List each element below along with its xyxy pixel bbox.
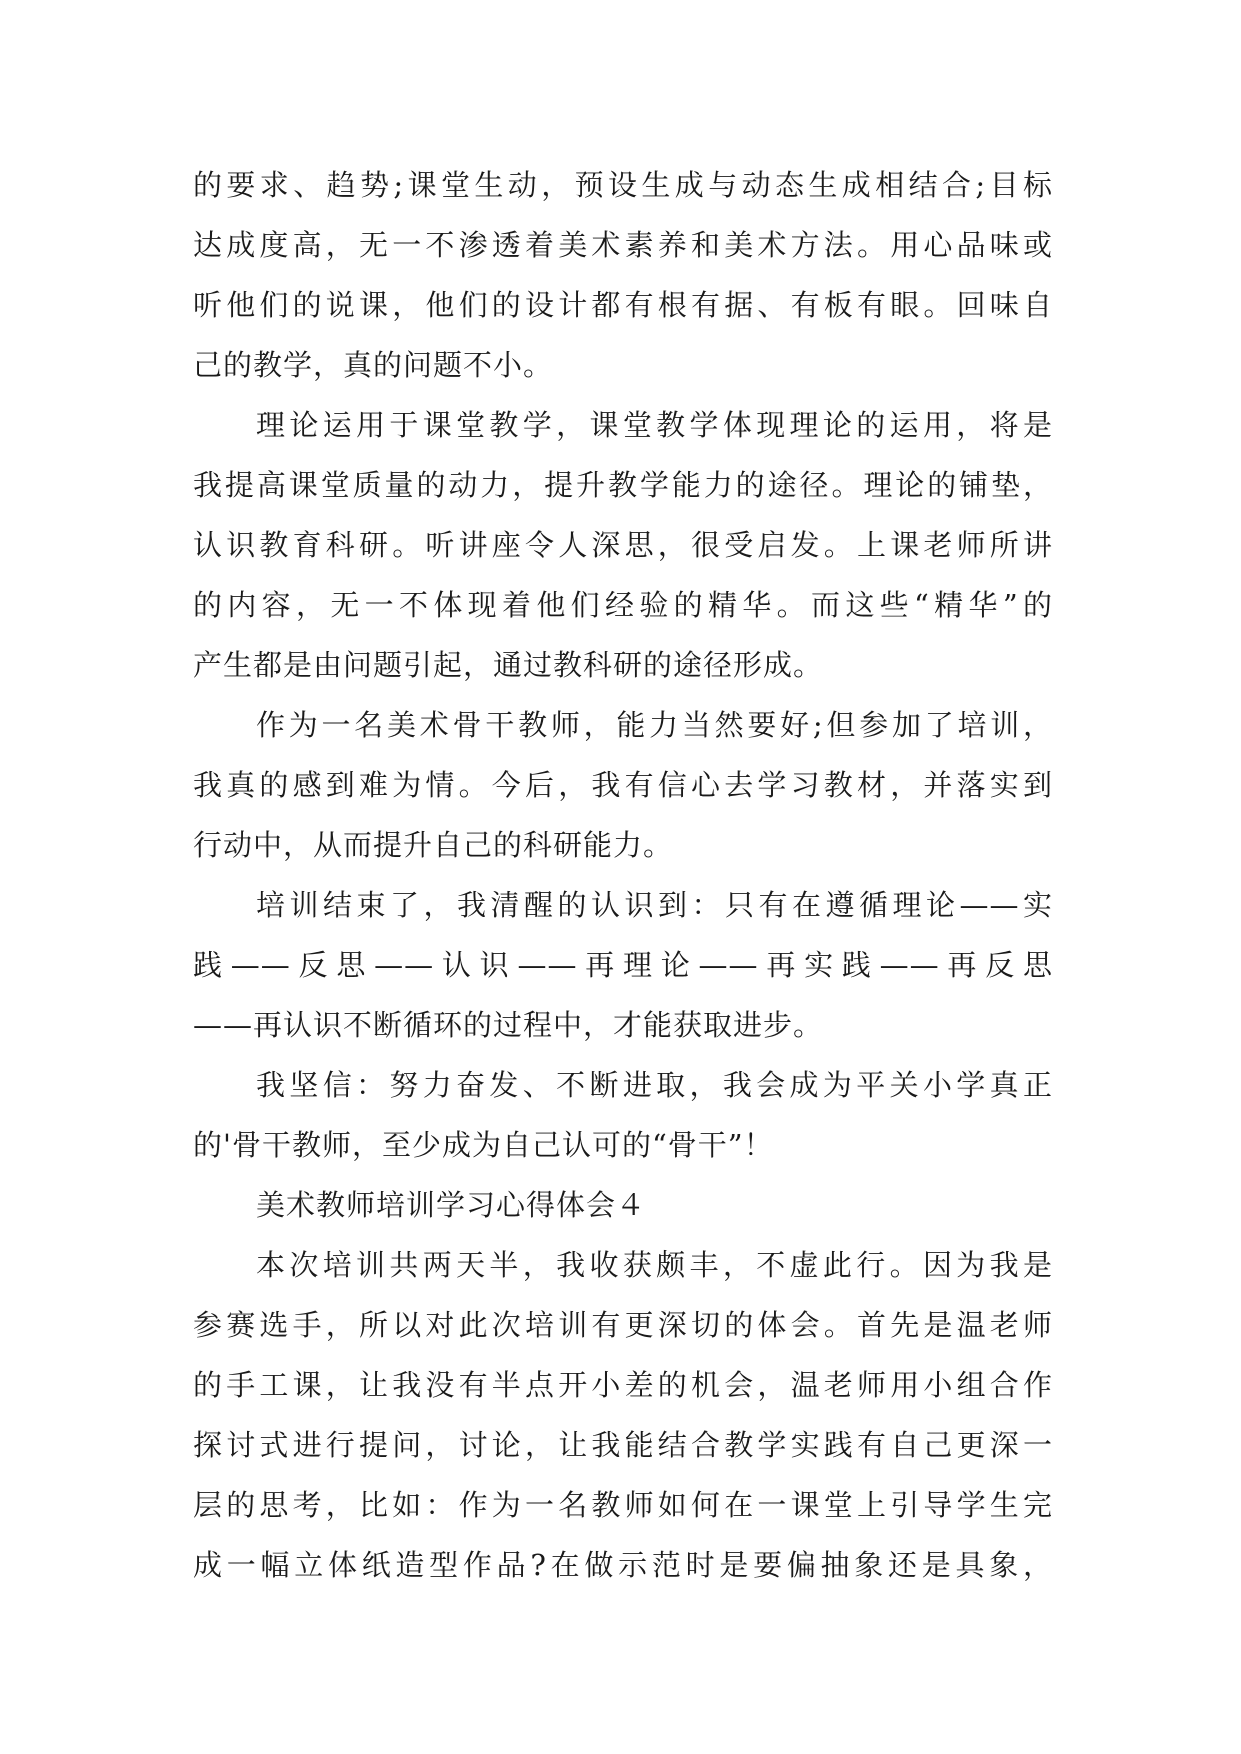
section-heading: 美术教师培训学习心得体会４ [256,1188,647,1222]
paragraph-first-line: 培训结束了，我清醒的认识到：只有在遵循理论——实 [256,888,1053,922]
text-line: ——再认识不断循环的过程中，才能获取进步。 [193,1008,824,1042]
text-line: 己的教学，真的问题不小。 [193,348,554,382]
paragraph-first-line: 理论运用于课堂教学，课堂教学体现理论的运用，将是 [256,408,1053,442]
text-line: 我真的感到难为情。今后，我有信心去学习教材，并落实到 [193,768,1053,802]
text-line: 达成度高，无一不渗透着美术素养和美术方法。用心品味或 [193,228,1053,262]
text-line: 产生都是由问题引起，通过教科研的途径形成。 [193,648,824,682]
text-line: 行动中，从而提升自己的科研能力。 [193,828,674,862]
text-line: 我提高课堂质量的动力，提升教学能力的途径。理论的铺垫， [193,468,1053,502]
text-line: 的要求、趋势;课堂生动，预设生成与动态生成相结合;目标 [193,168,1053,202]
text-line: 探讨式进行提问，讨论，让我能结合教学实践有自己更深一 [193,1428,1053,1462]
paragraph-first-line: 作为一名美术骨干教师，能力当然要好;但参加了培训， [256,708,1053,742]
paragraph-first-line: 我坚信：努力奋发、不断进取，我会成为平关小学真正 [256,1068,1053,1102]
text-line: 的内容，无一不体现着他们经验的精华。而这些“精华”的 [193,588,1053,622]
text-line: 认识教育科研。听讲座令人深思，很受启发。上课老师所讲 [193,528,1053,562]
text-line: 的手工课，让我没有半点开小差的机会，温老师用小组合作 [193,1368,1053,1402]
text-line: 参赛选手，所以对此次培训有更深切的体会。首先是温老师 [193,1308,1053,1342]
text-line: 层的思考，比如：作为一名教师如何在一课堂上引导学生完 [193,1488,1053,1522]
text-line: 的'骨干教师，至少成为自己认可的“骨干”！ [193,1128,774,1162]
paragraph-first-line: 本次培训共两天半，我收获颇丰，不虚此行。因为我是 [256,1248,1053,1282]
text-line: 成一幅立体纸造型作品?在做示范时是要偏抽象还是具象， [193,1548,1053,1582]
text-line: 践——反思——认识——再理论——再实践——再反思 [193,948,1053,982]
text-line: 听他们的说课，他们的设计都有根有据、有板有眼。回味自 [193,288,1053,322]
